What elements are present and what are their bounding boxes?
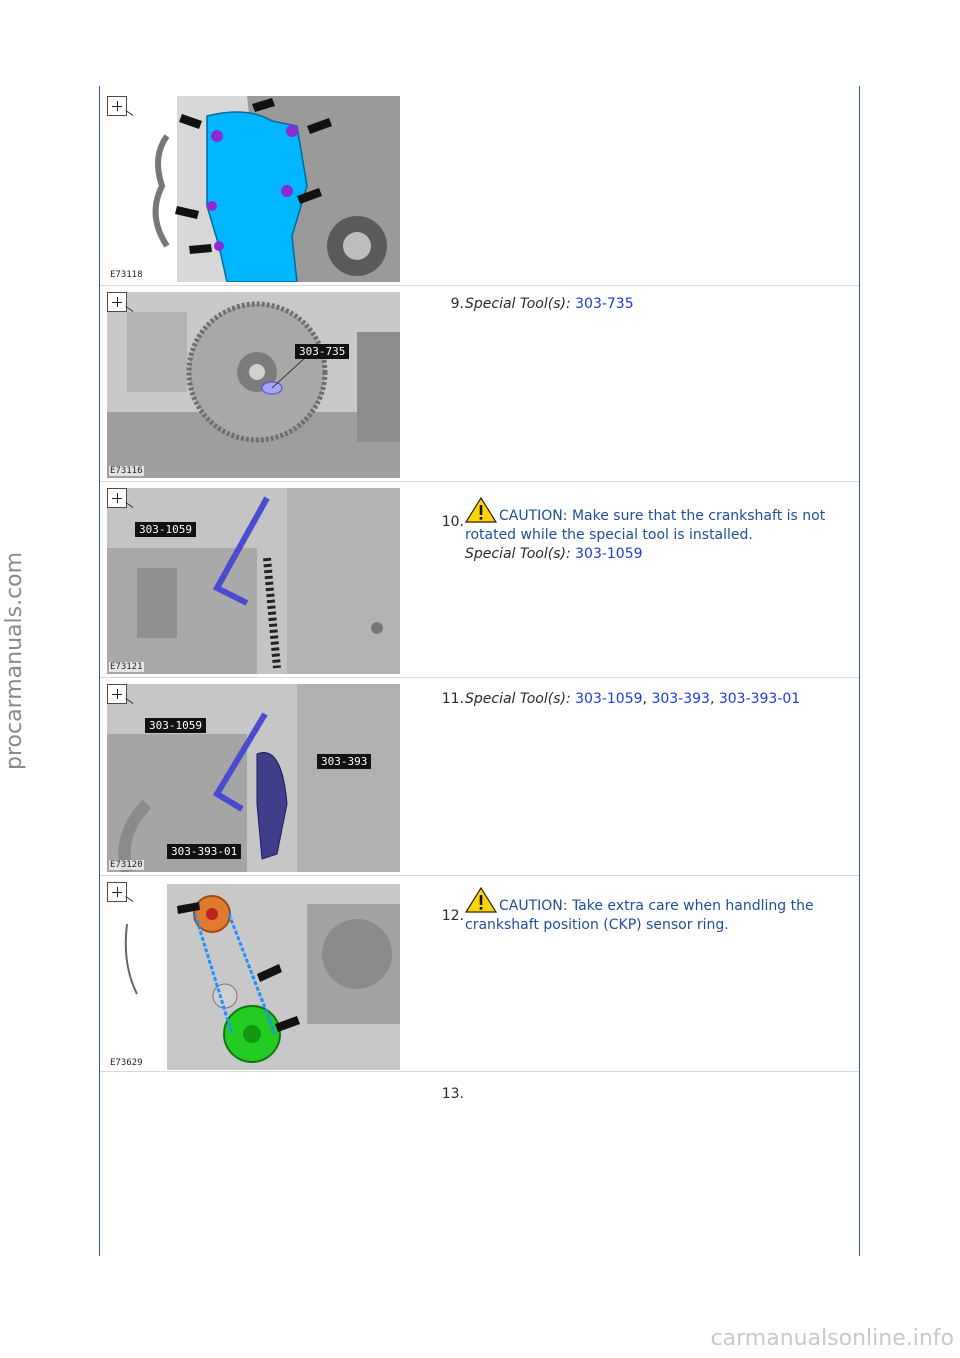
- row-divider: [100, 1071, 859, 1072]
- row-divider: [100, 875, 859, 876]
- figure-id: E73120: [110, 860, 143, 870]
- procedure-row-10: [100, 484, 859, 676]
- figure-e73116: [107, 292, 400, 478]
- step-text: [465, 295, 850, 314]
- figure-e73629: [107, 884, 400, 1070]
- zoom-icon[interactable]: [107, 684, 127, 704]
- tool-link[interactable]: 303-1059: [575, 546, 643, 562]
- step-number: 9.: [450, 296, 464, 312]
- zoom-icon[interactable]: [107, 292, 127, 312]
- timing-belt-illustration: [107, 884, 400, 1070]
- footer-watermark: carmanualsonline.info: [710, 1326, 954, 1351]
- procedure-row-13: [100, 1074, 859, 1254]
- tool-link[interactable]: 303-393: [651, 691, 710, 707]
- special-tools-label: Special Tool(s):: [465, 691, 571, 707]
- tool-link[interactable]: 303-735: [575, 296, 634, 312]
- engine-cover-illustration: [107, 96, 400, 282]
- procedure-row-11: [100, 680, 859, 874]
- right-margin-rule: [859, 86, 860, 1256]
- step-number: 10.: [441, 514, 464, 530]
- step-number: 12.: [441, 908, 464, 924]
- side-watermark: procarmanuals.com: [2, 551, 27, 770]
- tool-callout: 303-1059: [135, 522, 196, 537]
- step-text: [465, 497, 850, 564]
- tool-callout: 303-1059: [145, 718, 206, 733]
- zoom-icon[interactable]: [107, 882, 127, 902]
- warning-icon: [465, 497, 497, 523]
- figure-id: E73121: [110, 662, 143, 672]
- tool-link[interactable]: 303-1059: [575, 691, 643, 707]
- tool-callout: 303-393-01: [167, 844, 241, 859]
- figure-id: E73118: [110, 270, 143, 280]
- tool-callout: 303-735: [295, 344, 349, 359]
- row-divider: [100, 481, 859, 482]
- step-number: 13.: [441, 1086, 464, 1102]
- figure-e73118: [107, 96, 400, 282]
- camshaft-pulley-illustration: [107, 292, 400, 478]
- procedure-row-8: [100, 92, 859, 282]
- row-divider: [100, 285, 859, 286]
- crankshaft-tool-illustration: [107, 488, 400, 674]
- figure-e73120: [107, 684, 400, 872]
- zoom-icon[interactable]: [107, 96, 127, 116]
- special-tools-label: Special Tool(s):: [465, 296, 571, 312]
- row-divider: [100, 677, 859, 678]
- figure-id: E73116: [110, 466, 143, 476]
- figure-id: E73629: [110, 1058, 143, 1068]
- step-text: Special Tool(s): 303-1059, 303-393, 303-393-01: [465, 691, 801, 707]
- step-number: 11.: [441, 691, 464, 707]
- procedure-row-12: [100, 878, 859, 1070]
- warning-icon: [465, 887, 497, 913]
- tool-callout: 303-393: [317, 754, 371, 769]
- crankshaft-sprocket-tool-illustration: [107, 684, 400, 872]
- caution-text: CAUTION: Make sure that the crankshaft is not rotated while the special tool is installed.: [465, 508, 826, 543]
- figure-e73121: [107, 488, 400, 674]
- step-text: [465, 887, 850, 935]
- procedure-row-9: [100, 288, 859, 480]
- tool-link[interactable]: 303-393-01: [718, 691, 801, 707]
- caution-text: CAUTION: Take extra care when handling the crankshaft position (CKP) sensor ring.: [465, 898, 814, 933]
- zoom-icon[interactable]: [107, 488, 127, 508]
- special-tools-label: Special Tool(s):: [465, 546, 571, 562]
